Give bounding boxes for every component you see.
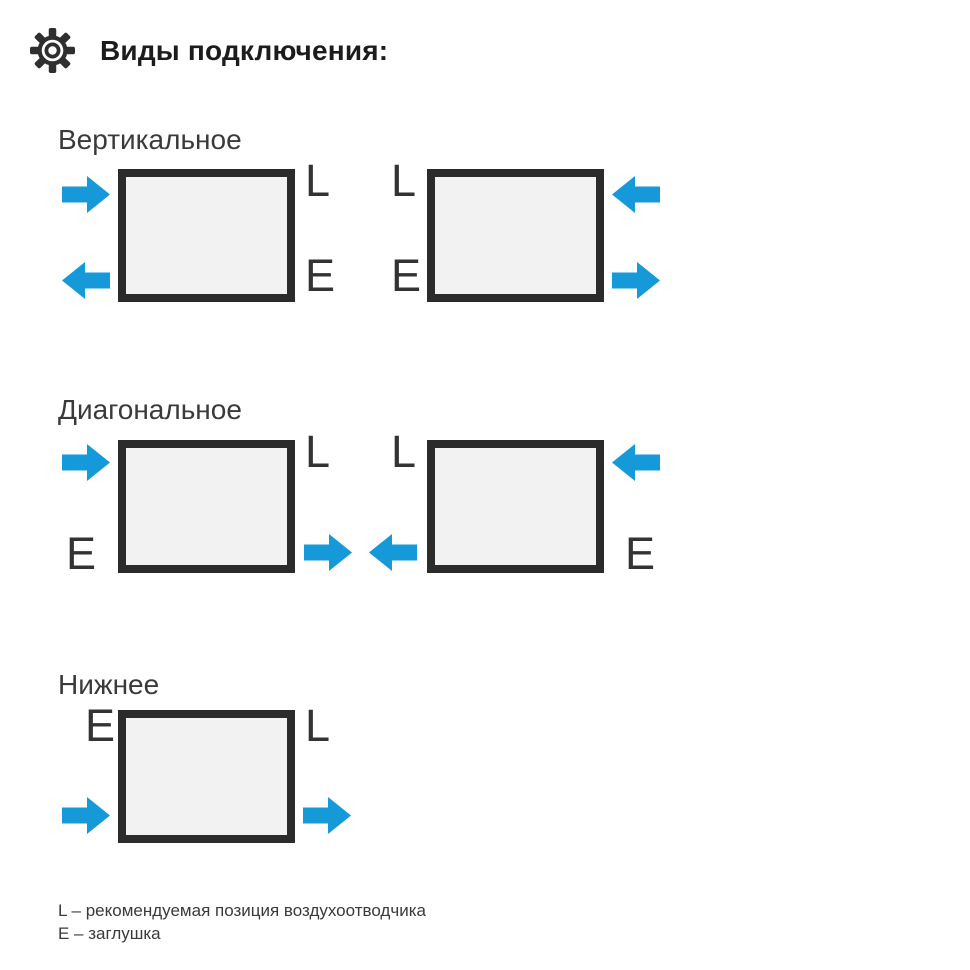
flow-in-arrow-icon: [62, 444, 110, 481]
port-label-l: L: [305, 700, 331, 751]
flow-out-arrow-icon: [304, 534, 352, 571]
section-title: Нижнее: [58, 669, 160, 700]
flow-in-arrow-icon: [62, 797, 110, 834]
radiator-body: [118, 710, 295, 843]
flow-out-arrow-icon: [303, 797, 351, 834]
port-label-e: E: [391, 250, 422, 301]
legend: [58, 899, 426, 945]
radiator-body: [427, 169, 604, 302]
flow-in-arrow-icon: [612, 176, 660, 213]
port-label-l: L: [391, 426, 417, 477]
port-label-l: L: [391, 155, 417, 206]
port-label-e: E: [305, 250, 336, 301]
port-label-l: L: [305, 426, 331, 477]
page-title: Виды подключения:: [100, 35, 389, 66]
gear-icon: [30, 28, 75, 73]
section-title: Вертикальное: [58, 124, 242, 155]
flow-out-arrow-icon: [612, 262, 660, 299]
legend-line-e: E – заглушка: [58, 924, 161, 943]
flow-in-arrow-icon: [62, 176, 110, 213]
radiator-body: [118, 440, 295, 573]
radiator-body: [427, 440, 604, 573]
flow-out-arrow-icon: [62, 262, 110, 299]
port-label-e: E: [85, 700, 116, 751]
flow-out-arrow-icon: [369, 534, 417, 571]
radiator-body: [118, 169, 295, 302]
port-label-l: L: [305, 155, 331, 206]
port-label-e: E: [625, 528, 656, 579]
section-title: Диагональное: [58, 394, 242, 425]
port-label-e: E: [66, 528, 97, 579]
legend-line-l: L – рекомендуемая позиция воздухоотводчика: [58, 901, 426, 920]
flow-in-arrow-icon: [612, 444, 660, 481]
